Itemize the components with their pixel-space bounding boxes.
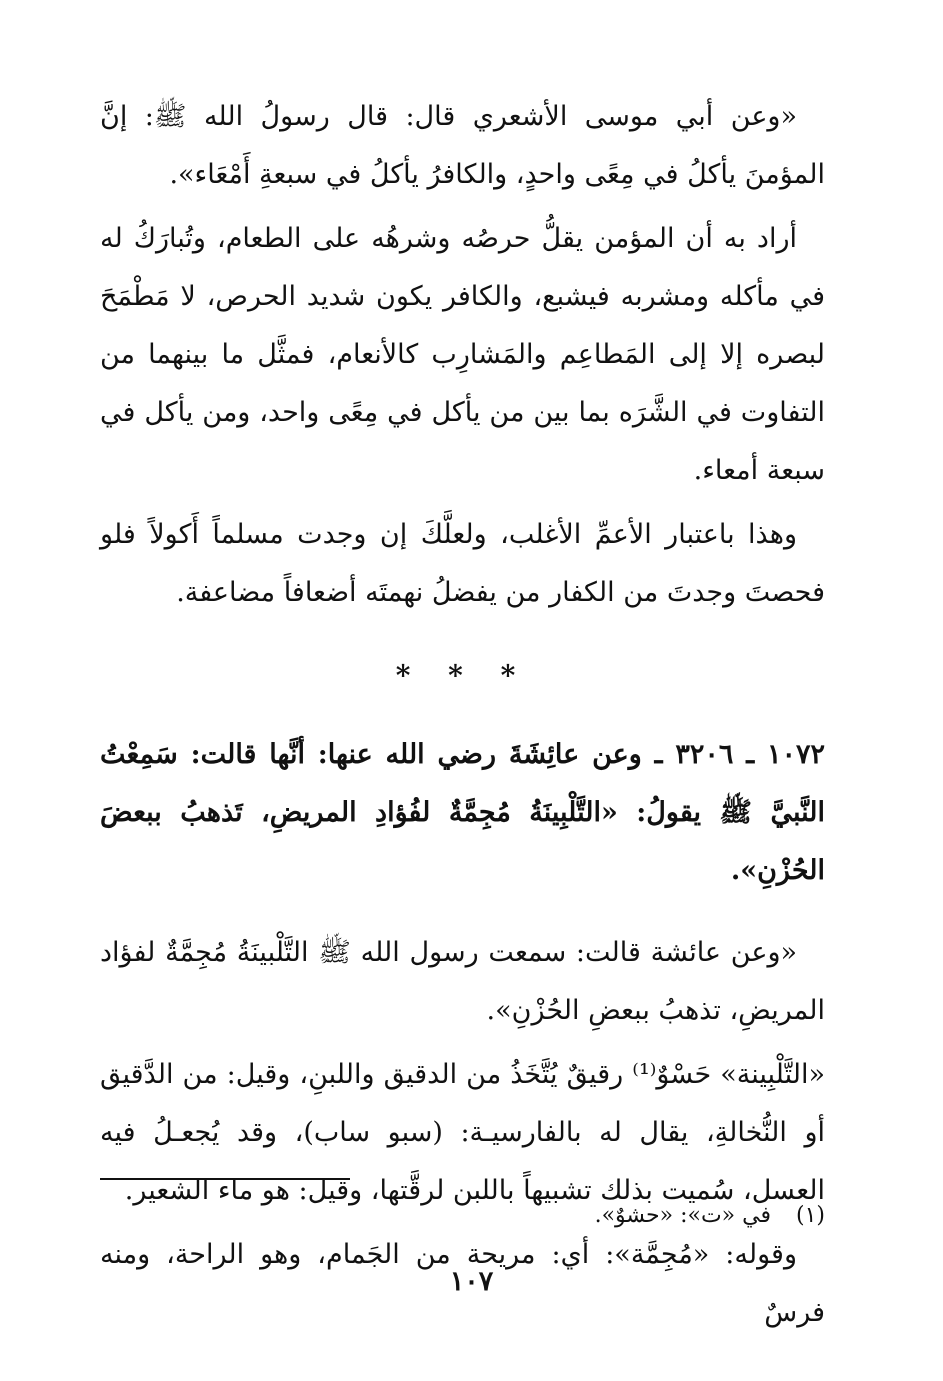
hadith-number: ١٠٧٢ ـ ٣٢٠٦ (675, 739, 825, 770)
hadith-heading (100, 726, 825, 900)
section-separator: * * * (395, 659, 530, 692)
page-number: ١٠٧ (449, 1266, 494, 1297)
paragraph-mujimma: وقوله: «مُجِمَّة»: أي: مريحة من الجَمام، وهو الراحة، ومنه فرسٌ (100, 1239, 825, 1328)
paragraph-talbina-definition: «التَّلْبِينة» حَسْوٌ⁽¹⁾ رقيقٌ يُتَّخَذُ من الدقيق واللبنِ، وقيل: من الدَّقيق أو النُّخالةِ، يقال له بالفارسيـة: (سبو ساب)، وقد يُجعـلُ فيه العسل، سُميت بذلك تشبيهاً باللبن لرقَّتها، وقيل: هو ماء الشعير. (100, 1059, 825, 1206)
page-body (100, 88, 825, 1342)
paragraph-explanation: أراد به أن المؤمن يقلُّ حرصُه وشرهُه على الطعام، وتُبارَكُ له في مأكله ومشربه فيشبع، والكافر يكون شديد الحرص، لا مَطْمَحَ لبصره إلا إلى المَطاعِم والمَشارِب كالأنعام، فمثَّل ما بينهما من التفاوت في الشَّرَه بما بين من يأكل في مِعًى واحد، ومن يأكل في سبعة أمعاء. (100, 223, 825, 486)
hadith-text: ـ وعن عائِشَةَ رضي الله عنها: أنَّها قالت: سَمِعْتُ النَّبيَّ ﷺ يقولُ: «التَّلْبِينَةُ مُجِمَّةٌ لفُؤادِ المريضِ، تَذهبُ ببعضَ الحُزْنِ». (100, 739, 825, 886)
paragraph-hadith-aisha: «وعن عائشة قالت: سمعت رسول الله ﷺ التَّلْبينَةُ مُجِمَّةٌ لفؤاد المريضِ، تذهبُ ببعضِ الحُزْنِ». (100, 937, 825, 1026)
paragraph-note: وهذا باعتبار الأعمِّ الأغلب، ولعلَّكَ إن وجدت مسلماً أَكولاً فلو فحصتَ وجدتَ من الكفار من يفضلُ نهمتَه أضعافاً مضاعفة. (100, 519, 825, 608)
footnote-text: في «ت»: «حشوٌ». (594, 1203, 771, 1228)
footnote-marker: (١) (795, 1203, 825, 1228)
paragraph-hadith-abu-musa: «وعن أبي موسى الأشعري قال: قال رسولُ الله ﷺ: إنَّ المؤمنَ يأكلُ في مِعًى واحدٍ، والكافرُ يأكلُ في سبعةِ أَمْعَاء». (100, 101, 825, 190)
footnote-divider (100, 1178, 350, 1180)
footnote (100, 1196, 825, 1236)
